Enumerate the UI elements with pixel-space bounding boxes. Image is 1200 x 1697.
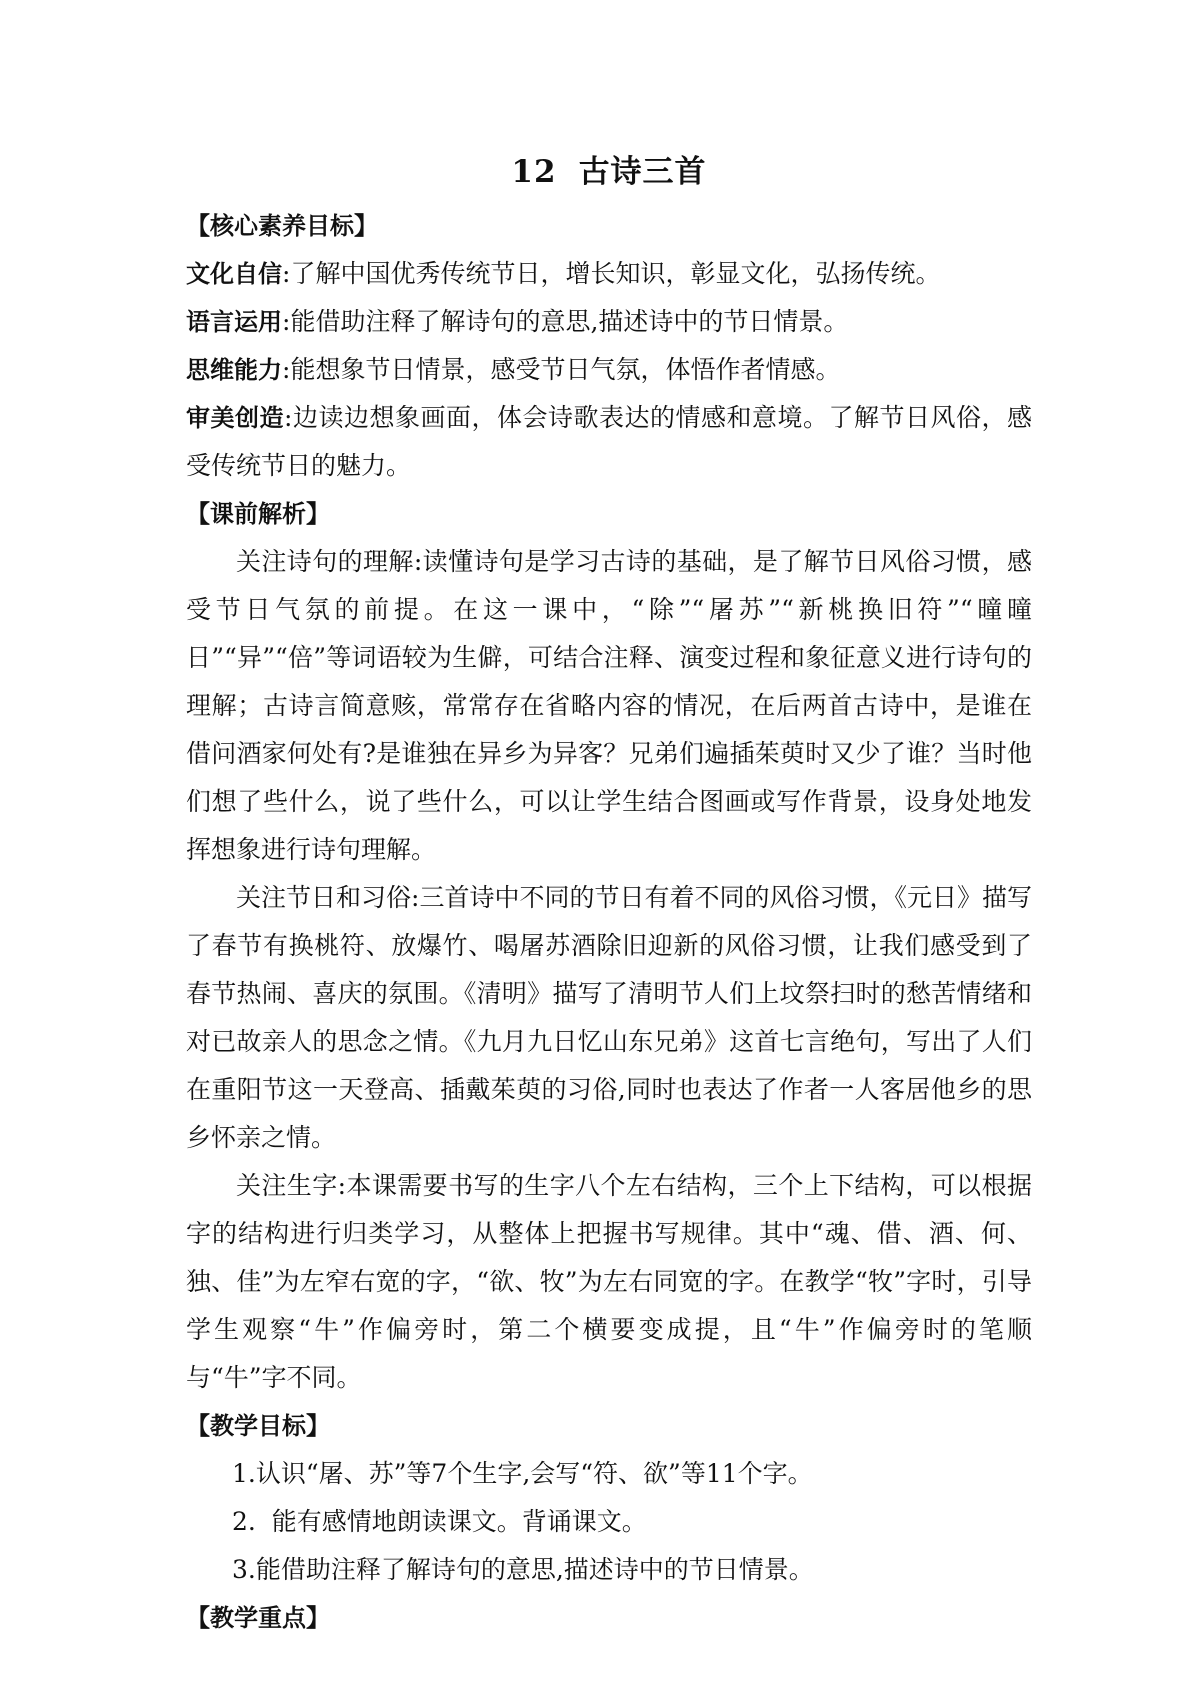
teaching-goal-item: 2. 能有感情地朗读课文。背诵课文。 (232, 1507, 647, 1536)
pre-analysis-heading: 【课前解析】 (186, 500, 330, 528)
core-goal-separator: : (282, 355, 291, 384)
document-content (186, 150, 1032, 1642)
key-points-heading: 【教学重点】 (186, 1604, 330, 1632)
core-goal-label: 审美创造 (186, 404, 285, 432)
teaching-goals-list (186, 1450, 1032, 1594)
core-goal-thinking (186, 346, 1032, 394)
teaching-goal-item: 3.能借助注释了解诗句的意思,描述诗中的节日情景。 (232, 1555, 814, 1584)
core-goal-text: 能借助注释了解诗句的意思,描述诗中的节日情景。 (290, 307, 849, 336)
lesson-number: 12 (511, 154, 557, 190)
core-goal-separator: : (282, 307, 291, 336)
page-title (186, 150, 1032, 194)
pre-analysis-paragraph: 关注节日和习俗:三首诗中不同的节日有着不同的风俗习惯，《元日》描写了春节有换桃符、放爆竹、喝屠苏酒除旧迎新的风俗习惯，让我们感受到了春节热闹、喜庆的氛围。《清明》描写了清明节人们上坟祭扫时的愁苦情绪和对已故亲人的思念之情。《九月九日忆山东兄弟》这首七言绝句，写出了人们在重阳节这一天登高、插戴茱萸的习俗,同时也表达了作者一人客居他乡的思乡怀亲之情。 (186, 883, 1032, 1152)
core-goal-text: 能想象节日情景，感受节日气氛，体悟作者情感。 (290, 355, 841, 384)
core-goal-separator: : (284, 403, 293, 432)
pre-analysis-paragraph: 关注诗句的理解:读懂诗句是学习古诗的基础，是了解节日风俗习惯，感受节日气氛的前提。在这一课中，“除”“屠苏”“新桃换旧符”“曈曈日”“异”“倍”等词语较为生僻，可结合注释、演变过程和象征意义进行诗句的理解；古诗言简意赅，常常存在省略内容的情况，在后两首古诗中，是谁在借问酒家何处有?是谁独在异乡为异客？兄弟们遍插茱萸时又少了谁？当时他们想了些什么，说了些什么，可以让学生结合图画或写作背景，设身处地发挥想象进行诗句理解。 (186, 547, 1032, 864)
core-goal-aesthetics (186, 394, 1032, 490)
core-goal-label: 思维能力 (186, 356, 282, 384)
core-goals-heading: 【核心素养目标】 (186, 212, 378, 240)
core-goal-language (186, 298, 1032, 346)
core-goal-label: 文化自信 (186, 260, 282, 288)
pre-analysis-paragraph: 关注生字:本课需要书写的生字八个左右结构，三个上下结构，可以根据字的结构进行归类学习，从整体上把握书写规律。其中“魂、借、酒、何、独、佳”为左窄右宽的字，“欲、牧”为左右同宽的字。在教学“牧”字时，引导学生观察“牛”作偏旁时，第二个横要变成提，且“牛”作偏旁时的笔顺与“牛”字不同。 (186, 1171, 1032, 1392)
core-goals-list (186, 250, 1032, 490)
core-goal-separator: : (282, 259, 291, 288)
teaching-goals-heading: 【教学目标】 (186, 1412, 330, 1440)
pre-analysis-body (186, 538, 1032, 1402)
teaching-goal-item: 1.认识“屠、苏”等7个生字,会写“符、欲”等11个字。 (232, 1459, 813, 1488)
core-goal-label: 语言运用 (186, 308, 282, 336)
core-goal-text: 边读边想象画面，体会诗歌表达的情感和意境。了解节日风俗，感受传统节日的魅力。 (186, 403, 1032, 480)
core-goal-culture (186, 250, 1032, 298)
lesson-title: 古诗三首 (578, 154, 707, 190)
core-goal-text: 了解中国优秀传统节日，增长知识，彰显文化，弘扬传统。 (290, 259, 941, 288)
